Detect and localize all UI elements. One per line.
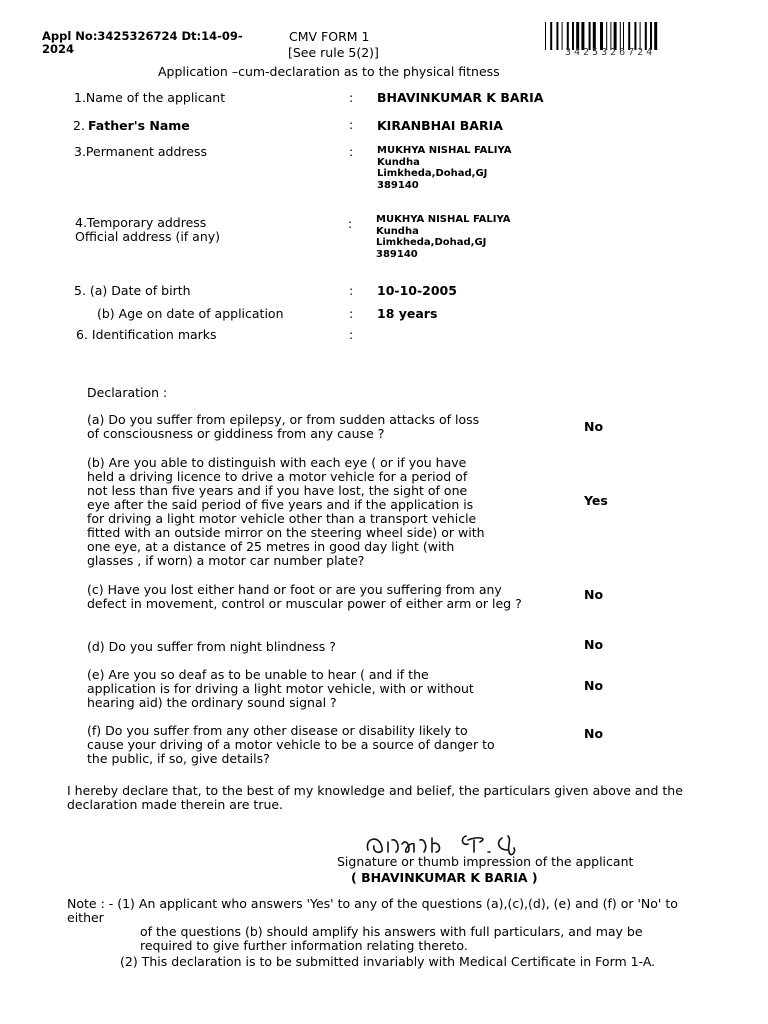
note-line-3: (2) This declaration is to be submitted invariably with Medical Certificate in Form 1-A. [120, 954, 656, 969]
age-label: (b) Age on date of application [97, 306, 284, 321]
address-line: 389140 [376, 248, 418, 260]
note-line-2: of the questions (b) should amplify his answers with full particulars, and may be required to give further information relating thereto. [140, 924, 643, 953]
question-f: (f) Do you suffer from any other disease or disability likely to cause your driving of a motor vehicle to be a source of danger to the public, if so, give details? [87, 723, 495, 766]
barcode-bar [562, 22, 563, 50]
barcode-bar [614, 22, 617, 50]
answer-d: No [584, 637, 604, 652]
address-line: 389140 [377, 179, 419, 191]
barcode-bar [640, 22, 641, 50]
father-label: Father's Name [88, 118, 190, 133]
barcode-bar [600, 22, 603, 50]
form-subtitle: Application –cum-declaration as to the physical fitness [158, 64, 500, 79]
father-colon: : [349, 117, 354, 132]
temporary-address [376, 214, 511, 260]
name-colon: : [349, 90, 354, 105]
signature-label: Signature or thumb impression of the applicant [337, 854, 634, 869]
barcode-number: 3425326724 [565, 47, 656, 58]
barcode-bar [634, 22, 636, 50]
address-line: MUKHYA NISHAL FALIYA [377, 145, 512, 156]
permanent-address-colon: : [349, 144, 354, 159]
address-line: Limkheda,Dohad,GJ [376, 237, 487, 248]
temporary-address-colon: : [348, 216, 353, 231]
barcode-bar [567, 22, 569, 50]
permanent-address-label: 3.Permanent address [74, 144, 207, 159]
answer-c: No [584, 587, 604, 602]
temporary-address-label: 4.Temporary address [75, 215, 207, 230]
question-c: (c) Have you lost either hand or foot or are you suffering from any defect in movement, control or muscular power of either arm or leg ? [87, 582, 522, 611]
barcode [545, 22, 717, 50]
name-value: BHAVINKUMAR K BARIA [377, 90, 544, 105]
application-number: Appl No:3425326724 Dt:14-09-2024 [42, 29, 243, 56]
applicant-name-signature: ( BHAVINKUMAR K BARIA ) [351, 870, 538, 885]
question-b: (b) Are you able to distinguish with each eye ( or if you have held a driving licence to drive a motor vehicle for a period of not less than five years and if you have lost, the sight of one eye after the said period of five years and if the application is for driving a light motor vehicle other than a transport vehicle fitted with an outside mirror on the steering wheel side) or with one eye, at a distance of 25 metres in good day light (with glasses , if worn) a motor car number plate? [87, 455, 485, 568]
barcode-bar [628, 22, 630, 50]
age-value: 18 years [377, 306, 438, 321]
barcode-bar [610, 22, 611, 50]
rule-reference: [See rule 5(2)] [288, 45, 379, 60]
barcode-bar [645, 22, 647, 50]
official-address-label: Official address (if any) [75, 229, 221, 244]
address-line: Limkheda,Dohad,GJ [377, 168, 488, 179]
answer-b: Yes [584, 493, 608, 508]
father-number: 2. [73, 118, 85, 133]
answer-f: No [584, 726, 604, 741]
form-title: CMV FORM 1 [289, 29, 370, 44]
answer-a: No [584, 419, 604, 434]
declaration-statement: I hereby declare that, to the best of my knowledge and belief, the particulars given above and the declaration made therein are true. [67, 783, 683, 812]
address-line: Kundha [377, 156, 420, 168]
barcode-bar [545, 22, 546, 50]
barcode-bar [623, 22, 624, 50]
address-line: Kundha [376, 225, 419, 237]
identification-marks-colon: : [349, 327, 354, 342]
barcode-bar [589, 22, 591, 50]
father-value: KIRANBHAI BARIA [377, 118, 503, 133]
note-line-1: Note : - (1) An applicant who answers 'Yes' to any of the questions (a),(c),(d), (e) and (f) or 'No' to either [67, 896, 678, 925]
address-line: MUKHYA NISHAL FALIYA [376, 214, 511, 225]
question-e: (e) Are you so deaf as to be unable to hear ( and if the application is for driving a light motor vehicle, with or without hearing aid) the ordinary sound signal ? [87, 667, 474, 710]
barcode-bar [572, 22, 574, 50]
barcode-bar [654, 22, 657, 50]
name-label: 1.Name of the applicant [74, 90, 226, 105]
permanent-address [377, 145, 512, 191]
answer-e: No [584, 678, 604, 693]
age-colon: : [349, 306, 354, 321]
dob-colon: : [349, 283, 354, 298]
barcode-bar [650, 22, 652, 50]
barcode-bar [550, 22, 552, 50]
question-a: (a) Do you suffer from epilepsy, or from sudden attacks of loss of consciousness or giddiness from any cause ? [87, 412, 480, 441]
barcode-bar [620, 22, 621, 50]
barcode-bar [556, 22, 558, 50]
barcode-bar [581, 22, 584, 50]
identification-marks-label: 6. Identification marks [76, 327, 217, 342]
barcode-bar [576, 22, 579, 50]
declaration-heading: Declaration : [87, 385, 168, 400]
barcode-bar [593, 22, 596, 50]
barcode-bar [606, 22, 607, 50]
dob-label: 5. (a) Date of birth [74, 283, 191, 298]
dob-value: 10-10-2005 [377, 283, 457, 298]
question-d: (d) Do you suffer from night blindness ? [87, 639, 336, 654]
